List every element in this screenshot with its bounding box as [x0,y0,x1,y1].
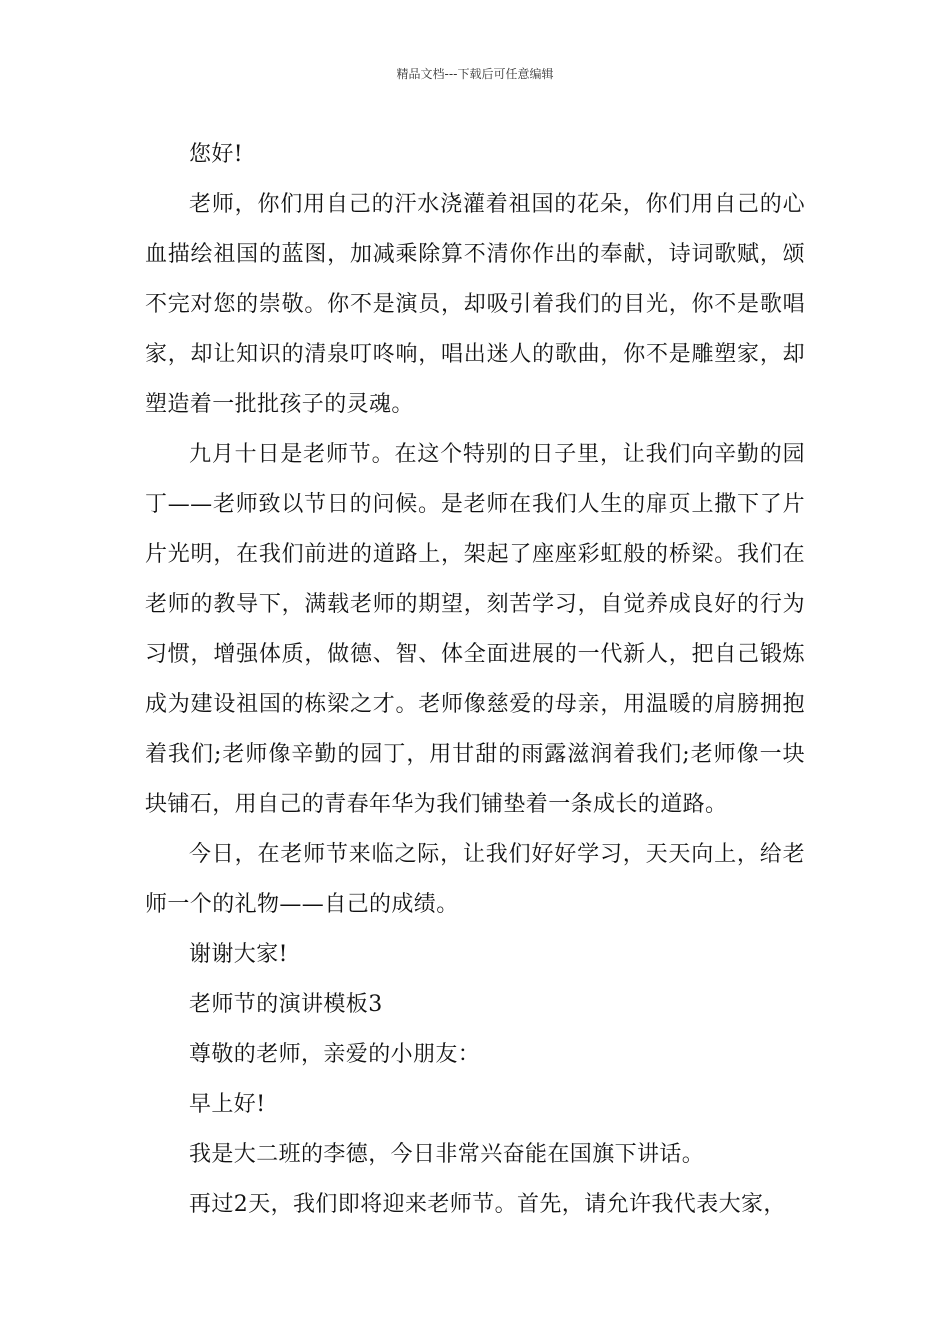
paragraph-introduction: 我是大二班的李德，今日非常兴奋能在国旗下讲话。 [189,1142,705,1167]
section-title: 老师节的演讲模板3 [189,992,383,1017]
document-body [145,130,805,1230]
paragraph-today: 今日，在老师节来临之际，让我们好好学习，天天向上，给老师一个的礼物——自己的成绩。 [145,842,805,917]
paragraph-greeting: 您好! [189,142,244,167]
paragraph-teachers-day: 九月十日是老师节。在这个特别的日子里，让我们向辛勤的园丁——老师致以节日的问候。是老师在我们人生的扉页上撒下了片片光明，在我们前进的道路上，架起了座座彩虹般的桥梁。我们在老师的教导下，满载老师的期望，刻苦学习，自觉养成良好的行为习惯，增强体质，做德、智、体全面进展的一代新人，把自己锻炼成为建设祖国的栋梁之才。老师像慈爱的母亲，用温暖的肩膀拥抱着我们;老师像辛勤的园丁，用甘甜的雨露滋润着我们;老师像一块块铺石，用自己的青春年华为我们铺垫着一条成长的道路。 [145,442,805,817]
paragraph-good-morning: 早上好! [189,1092,266,1117]
paragraph-salutation: 尊敬的老师，亲爱的小朋友： [189,1042,481,1067]
paragraph-thanks: 谢谢大家! [189,942,288,967]
page-header: 精品文档---下载后可任意编辑 [396,67,554,81]
paragraph-closing: 再过2天，我们即将迎来老师节。首先，请允许我代表大家， [189,1192,786,1217]
paragraph-teacher-praise: 老师，你们用自己的汗水浇灌着祖国的花朵，你们用自己的心血描绘祖国的蓝图，加减乘除算不清你作出的奉献，诗词歌赋，颂不完对您的崇敬。你不是演员，却吸引着我们的目光，你不是歌唱家，却让知识的清泉叮咚响，唱出迷人的歌曲，你不是雕塑家，却塑造着一批批孩子的灵魂。 [145,192,805,417]
